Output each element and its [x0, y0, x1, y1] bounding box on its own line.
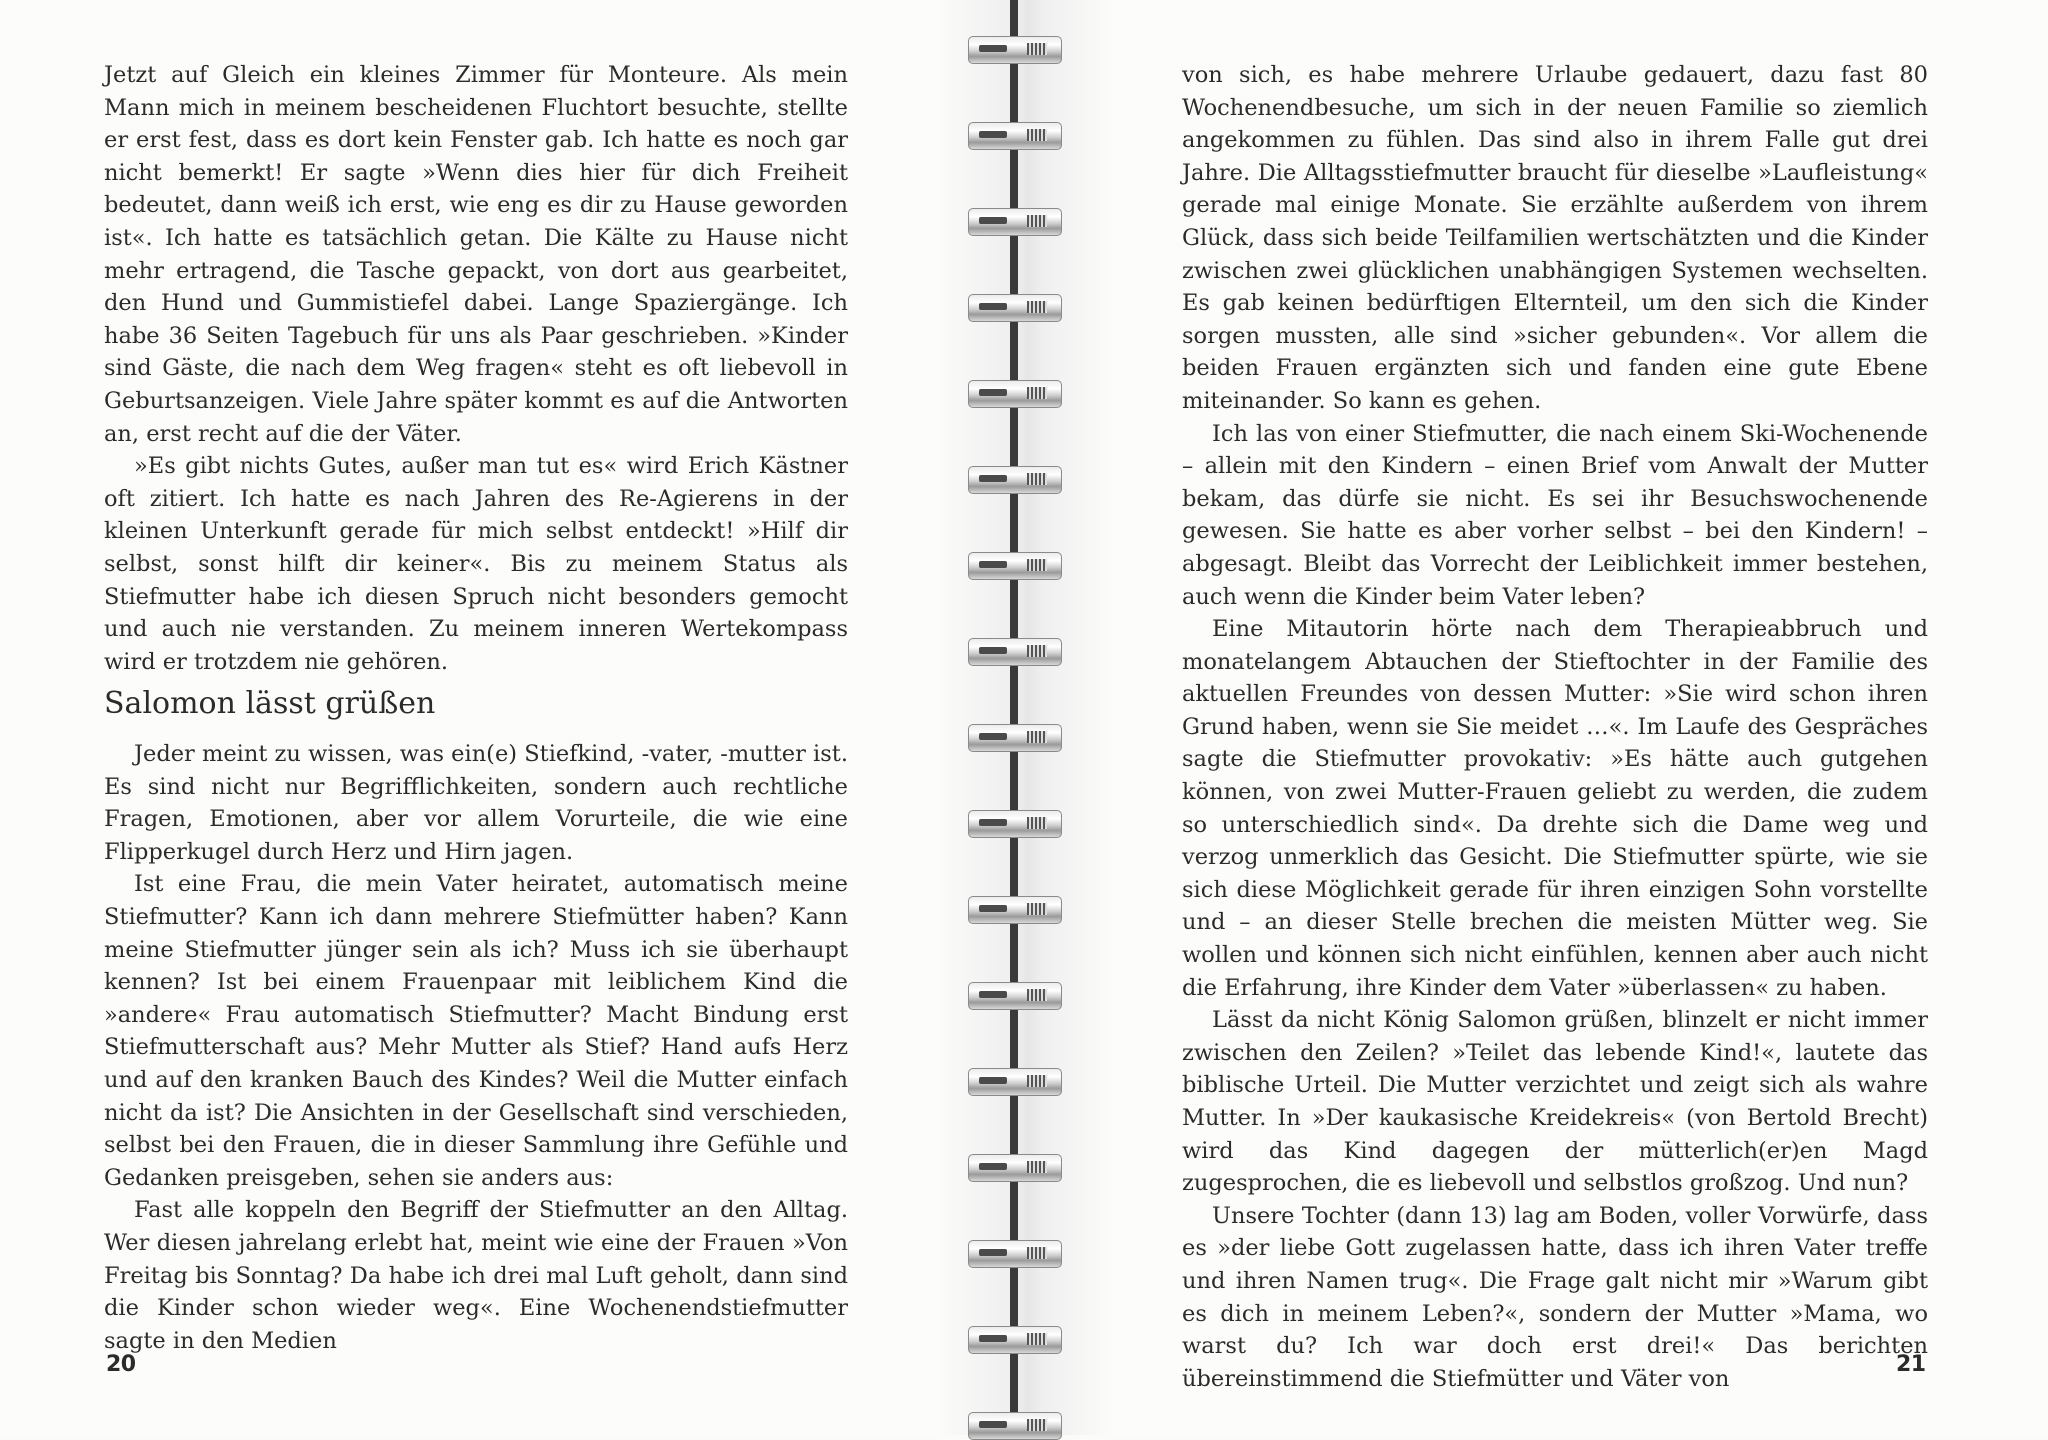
page-number-right: 21	[1896, 1352, 1926, 1377]
page-number-left: 20	[106, 1352, 136, 1377]
paragraph: »Es gibt nichts Gutes, außer man tut es« wird Erich Kästner oft zitiert. Ich hatte es nach Jahren des Re-Agierens in der kleinen Unterkunft gerade für mich selbst entdeckt! »Hilf dir selbst, sonst hilft dir keiner«. Bis zu meinem Status als Stiefmutter habe ich diesen Spruch nicht besonders gemocht und auch nie verstanden. Zu meinem inneren Wertekompass wird er trotzdem nie gehören.	[104, 453, 848, 675]
paragraph: Jetzt auf Gleich ein kleines Zimmer für Monteure. Als mein Mann mich in meinem bescheidenen Fluchtort besuchte, stellte er erst fest, dass es dort kein Fenster gab. Ich hatte es noch gar nicht bemerkt! Er sagte »Wenn dies hier für dich Freiheit bedeutet, dann weiß ich erst, wie eng es dir zu Hause geworden ist«. Ich hatte es tatsächlich getan. Die Kälte zu Hause nicht mehr ertragend, die Tasche gepackt, von dort aus gearbeitet, den Hund und Gummistiefel dabei. Lange Spaziergänge. Ich habe 36 Seiten Tagebuch für uns als Paar geschrieben. »Kinder sind Gäste, die nach dem Weg fragen« steht es oft liebevoll in Geburtsanzeigen. Viele Jahre später kommt es auf die Antworten an, erst recht auf die der Väter.	[104, 62, 848, 447]
right-page-body	[1182, 59, 1928, 1395]
paragraph: Jeder meint zu wissen, was ein(e) Stiefkind, -vater, -mutter ist. Es sind nicht nur Begrifflichkeiten, sondern auch rechtliche Fragen, Emotionen, aber vor allem Vorurteile, die wie eine Flipperkugel durch Herz und Hirn jagen.	[104, 741, 848, 865]
binding-ring	[968, 208, 1062, 236]
binding-ring	[968, 810, 1062, 838]
binding-ring	[968, 896, 1062, 924]
binding-ring	[968, 36, 1062, 64]
paragraph: Unsere Tochter (dann 13) lag am Boden, voller Vorwürfe, dass es »der liebe Gott zugelassen hatte, dass ich ihren Vater treffe und ihren Namen trug«. Die Frage galt nicht mir »Warum gibt es dich in meinem Leben?«, sondern der Mutter »Mama, wo warst du? Ich war doch erst drei!« Das berichten übereinstimmend die Stiefmütter und Väter von	[1182, 1202, 1928, 1392]
binding-ring	[968, 638, 1062, 666]
section-heading: Salomon lässt grüßen	[104, 686, 436, 721]
paragraph: von sich, es habe mehrere Urlaube gedauert, dazu fast 80 Wochenendbesuche, um sich in der neuen Familie so ziemlich angekommen zu fühlen. Das sind also in ihrem Falle gut drei Jahre. Die Alltagsstiefmutter braucht für dieselbe »Laufleistung« gerade mal einige Monate. Sie erzählte außerdem von ihrem Glück, dass sich beide Teilfamilien wertschätzten und die Kinder zwischen zwei glücklichen unabhängigen Systemen wechselten. Es gab keinen bedürftigen Elternteil, um den sich die Kinder sorgen mussten, alle sind »sicher gebunden«. Vor allem die beiden Frauen ergänzten sich und fanden eine gute Ebene miteinander. So kann es gehen.	[1182, 62, 1928, 414]
paragraph: Fast alle koppeln den Begriff der Stiefmutter an den Alltag. Wer diesen jahrelang erlebt hat, meint wie eine der Frauen »Von Freitag bis Sonntag? Da habe ich drei mal Luft geholt, dann sind die Kinder schon wieder weg«. Eine Wochenendstiefmutter sagte in den Medien	[104, 1197, 848, 1354]
binding-ring	[968, 724, 1062, 752]
binding-ring	[968, 466, 1062, 494]
binding-ring	[968, 1154, 1062, 1182]
binding-ring	[968, 380, 1062, 408]
paragraph: Ich las von einer Stiefmutter, die nach einem Ski-Wochenende – allein mit den Kindern – einen Brief vom Anwalt der Mutter bekam, das dürfe sie nicht. Es sei ihr Besuchswochenende gewesen. Sie hatte es aber vorher selbst – bei den Kindern! – abgesagt. Bleibt das Vorrecht der Leiblichkeit immer bestehen, auch wenn die Kinder beim Vater leben?	[1182, 420, 1928, 610]
binding-ring	[968, 1412, 1062, 1440]
binding-ring	[968, 1326, 1062, 1354]
binding-ring	[968, 552, 1062, 580]
binding-ring	[968, 1068, 1062, 1096]
paragraph: Eine Mitautorin hörte nach dem Therapieabbruch und monatelangem Abtauchen der Stieftochter in der Familie des aktuellen Freundes von dessen Mutter: »Sie wird schon ihren Grund haben, wenn sie Sie meidet …«. Im Laufe des Gespräches sagte die Stiefmutter provokativ: »Es hätte auch gutgehen können, von zwei Mutter-Frauen geliebt zu werden, die zudem so unterschiedlich sind«. Da drehte sich die Dame weg und verzog unmerklich das Gesicht. Die Stiefmutter spürte, wie sie sich diese Möglichkeit gerade für ihren einzigen Sohn vorstellte und – an dieser Stelle brechen die meisten Mütter weg. Sie wollen und können sich nicht einfühlen, kennen aber auch nicht die Erfahrung, ihre Kinder dem Vater »überlassen« zu haben.	[1182, 616, 1928, 1001]
binding-ring	[968, 982, 1062, 1010]
paragraph: Ist eine Frau, die mein Vater heiratet, automatisch meine Stiefmutter? Kann ich dann mehrere Stiefmütter haben? Kann meine Stiefmutter jünger sein als ich? Muss ich sie überhaupt kennen? Ist bei einem Frauenpaar mit leiblichem Kind die »andere« Frau automatisch Stiefmutter? Macht Bindung erst Stiefmutterschaft aus? Mehr Mutter als Stief? Hand aufs Herz und auf den kranken Bauch des Kindes? Weil die Mutter einfach nicht da ist? Die Ansichten in der Gesellschaft sind verschieden, selbst bei den Frauen, die in dieser Sammlung ihre Gefühle und Gedanken preisgeben, sehen sie anders aus:	[104, 871, 848, 1191]
paragraph: Lässt da nicht König Salomon grüßen, blinzelt er nicht immer zwischen den Zeilen? »Teilet das lebende Kind!«, lautete das biblische Urteil. Die Mutter verzichtet und zeigt sich als wahre Mutter. In »Der kaukasische Kreidekreis« (von Bertold Brecht) wird das Kind dagegen der mütterlich(er)en Magd zugesprochen, die es liebevoll und selbstlos großzog. Und nun?	[1182, 1007, 1928, 1197]
binding-ring	[968, 122, 1062, 150]
left-page-body-section	[104, 738, 848, 1357]
binding-ring	[968, 1240, 1062, 1268]
left-page-body-top	[104, 59, 848, 678]
binding-ring	[968, 294, 1062, 322]
